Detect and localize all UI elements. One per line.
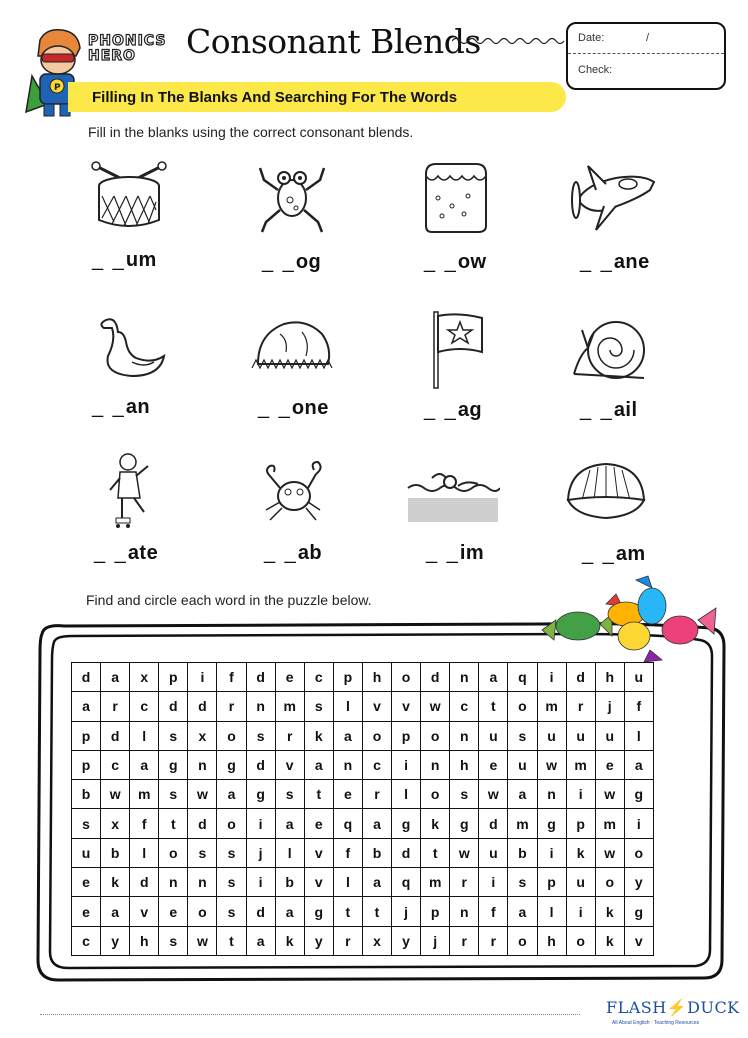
puzzle-cell[interactable]: d (188, 692, 217, 721)
puzzle-cell[interactable]: o (217, 809, 246, 838)
word-ending: im (459, 542, 485, 564)
puzzle-row (72, 868, 654, 897)
puzzle-cell[interactable]: m (566, 750, 595, 779)
puzzle-cell[interactable]: n (537, 780, 566, 809)
puzzle-cell[interactable]: s (217, 897, 246, 926)
puzzle-cell[interactable]: t (421, 838, 450, 867)
puzzle-cell[interactable]: d (246, 750, 275, 779)
word-blank-drum (92, 249, 157, 272)
candy-decoration-icon (540, 574, 726, 664)
blank-underline: _ _ (424, 251, 458, 273)
blank-underline: _ _ (582, 543, 616, 565)
word-blank-flag (424, 399, 482, 422)
puzzle-cell[interactable]: k (275, 926, 304, 955)
puzzle-cell[interactable]: o (508, 926, 537, 955)
puzzle-row (72, 926, 654, 955)
puzzle-cell[interactable]: o (508, 692, 537, 721)
puzzle-cell[interactable]: s (159, 780, 188, 809)
flash-duck-logo (606, 998, 740, 1017)
word-blank-swan (92, 396, 150, 419)
puzzle-cell[interactable]: w (188, 780, 217, 809)
blank-underline: _ _ (262, 251, 296, 273)
puzzle-cell[interactable]: s (246, 721, 275, 750)
brand-line-1: PHONICS (88, 33, 167, 49)
puzzle-cell[interactable]: e (72, 897, 101, 926)
puzzle-cell[interactable]: a (275, 809, 304, 838)
puzzle-cell[interactable]: d (188, 809, 217, 838)
word-ending: um (125, 249, 157, 271)
skater-icon (104, 450, 156, 530)
puzzle-cell[interactable]: a (72, 692, 101, 721)
puzzle-cell[interactable]: e (479, 750, 508, 779)
puzzle-row (72, 897, 654, 926)
puzzle-cell[interactable]: n (421, 750, 450, 779)
puzzle-cell[interactable]: s (217, 868, 246, 897)
puzzle-cell[interactable]: o (362, 721, 391, 750)
puzzle-cell[interactable]: f (130, 809, 159, 838)
puzzle-cell[interactable]: a (333, 721, 362, 750)
puzzle-cell[interactable]: n (333, 750, 362, 779)
puzzle-cell[interactable]: a (508, 780, 537, 809)
crab-icon (258, 454, 328, 524)
puzzle-cell[interactable]: a (217, 780, 246, 809)
word-ending: an (125, 396, 151, 418)
puzzle-cell[interactable]: g (217, 750, 246, 779)
puzzle-cell[interactable]: v (392, 692, 421, 721)
blank-underline: _ _ (92, 249, 126, 271)
puzzle-cell[interactable]: a (624, 750, 653, 779)
puzzle-cell[interactable]: w (188, 926, 217, 955)
puzzle-cell[interactable]: s (304, 692, 333, 721)
word-blank-skate (94, 542, 158, 565)
puzzle-cell[interactable]: v (304, 868, 333, 897)
puzzle-cell[interactable]: g (537, 809, 566, 838)
puzzle-cell[interactable]: w (479, 780, 508, 809)
puzzle-cell[interactable]: p (566, 809, 595, 838)
puzzle-cell[interactable]: a (508, 897, 537, 926)
puzzle-cell[interactable]: d (246, 897, 275, 926)
puzzle-cell[interactable]: n (159, 868, 188, 897)
puzzle-cell[interactable]: u (479, 721, 508, 750)
puzzle-cell[interactable]: u (566, 868, 595, 897)
puzzle-cell[interactable]: h (130, 926, 159, 955)
puzzle-cell[interactable]: a (362, 868, 391, 897)
puzzle-cell[interactable]: e (275, 663, 304, 692)
puzzle-cell[interactable]: e (333, 780, 362, 809)
puzzle-cell[interactable]: k (304, 721, 333, 750)
puzzle-cell[interactable]: v (362, 692, 391, 721)
puzzle-cell[interactable]: r (101, 692, 130, 721)
footer-dotted-line (40, 1014, 580, 1015)
puzzle-cell[interactable]: o (595, 868, 624, 897)
puzzle-cell[interactable]: g (624, 780, 653, 809)
puzzle-cell[interactable]: k (595, 926, 624, 955)
puzzle-cell[interactable]: g (450, 809, 479, 838)
puzzle-cell[interactable]: u (508, 750, 537, 779)
word-blank-frog (262, 251, 321, 274)
puzzle-cell[interactable]: t (362, 897, 391, 926)
puzzle-cell[interactable]: w (595, 838, 624, 867)
puzzle-cell[interactable]: x (188, 721, 217, 750)
puzzle-cell[interactable]: d (566, 663, 595, 692)
frog-icon (256, 160, 328, 236)
puzzle-cell[interactable]: c (130, 692, 159, 721)
puzzle-cell[interactable]: r (479, 926, 508, 955)
puzzle-cell[interactable]: n (450, 663, 479, 692)
puzzle-cell[interactable]: v (304, 838, 333, 867)
puzzle-cell[interactable]: t (479, 692, 508, 721)
puzzle-cell[interactable]: r (333, 926, 362, 955)
puzzle-cell[interactable]: y (392, 926, 421, 955)
puzzle-cell[interactable]: d (130, 868, 159, 897)
puzzle-cell[interactable]: n (188, 750, 217, 779)
puzzle-row (72, 780, 654, 809)
plane-icon (566, 160, 660, 236)
puzzle-cell[interactable]: l (537, 897, 566, 926)
clam-icon (562, 458, 648, 524)
puzzle-cell[interactable]: e (304, 809, 333, 838)
puzzle-row (72, 809, 654, 838)
word-blank-snail (580, 399, 638, 422)
puzzle-cell[interactable]: o (624, 838, 653, 867)
puzzle-cell[interactable]: r (362, 780, 391, 809)
puzzle-cell[interactable]: i (479, 868, 508, 897)
puzzle-cell[interactable]: s (159, 926, 188, 955)
puzzle-cell[interactable]: s (275, 780, 304, 809)
fill-blanks-instruction: Fill in the blanks using the correct consonant blends. (88, 124, 414, 140)
puzzle-cell[interactable]: d (72, 663, 101, 692)
puzzle-row (72, 750, 654, 779)
date-check-box (566, 22, 726, 90)
puzzle-cell[interactable]: d (101, 721, 130, 750)
puzzle-cell[interactable]: g (392, 809, 421, 838)
puzzle-cell[interactable]: l (333, 692, 362, 721)
puzzle-cell[interactable]: c (450, 692, 479, 721)
puzzle-cell[interactable]: j (595, 692, 624, 721)
puzzle-cell[interactable]: t (217, 926, 246, 955)
stone-icon (250, 312, 334, 374)
puzzle-cell[interactable]: y (101, 926, 130, 955)
puzzle-cell[interactable]: o (421, 780, 450, 809)
puzzle-cell[interactable]: e (72, 868, 101, 897)
puzzle-cell[interactable]: p (537, 868, 566, 897)
puzzle-cell[interactable]: h (537, 926, 566, 955)
puzzle-cell[interactable]: o (217, 721, 246, 750)
puzzle-cell[interactable]: u (479, 838, 508, 867)
puzzle-cell[interactable]: h (595, 663, 624, 692)
puzzle-cell[interactable]: d (392, 838, 421, 867)
puzzle-cell[interactable]: n (450, 897, 479, 926)
puzzle-cell[interactable]: u (595, 721, 624, 750)
puzzle-cell[interactable]: s (188, 838, 217, 867)
word-ending: ag (457, 399, 483, 421)
check-label: Check: (578, 64, 613, 76)
puzzle-cell[interactable]: n (450, 721, 479, 750)
puzzle-cell[interactable]: p (333, 663, 362, 692)
puzzle-cell[interactable]: o (392, 663, 421, 692)
puzzle-cell[interactable]: p (421, 897, 450, 926)
puzzle-cell[interactable]: b (275, 868, 304, 897)
puzzle-cell[interactable]: s (508, 721, 537, 750)
puzzle-cell[interactable]: x (362, 926, 391, 955)
puzzle-cell[interactable]: q (392, 868, 421, 897)
puzzle-cell[interactable]: c (304, 663, 333, 692)
snow-block-icon (420, 160, 490, 236)
swimmer-icon (406, 468, 500, 524)
puzzle-cell[interactable]: d (246, 663, 275, 692)
page-title: Consonant Blends (186, 22, 481, 61)
logo-part-1: FLASH (606, 998, 667, 1017)
puzzle-cell[interactable]: i (566, 780, 595, 809)
word-ending: ail (613, 399, 638, 421)
puzzle-cell[interactable]: a (304, 750, 333, 779)
logo-part-2: DUCK (687, 998, 740, 1017)
puzzle-cell[interactable]: g (304, 897, 333, 926)
puzzle-row (72, 838, 654, 867)
puzzle-row (72, 692, 654, 721)
word-blank-snow (424, 251, 487, 274)
logo-tagline: All About English · Teaching Resources (612, 1020, 700, 1026)
word-blank-clam (582, 543, 646, 566)
puzzle-cell[interactable]: s (72, 809, 101, 838)
puzzle-cell[interactable]: x (101, 809, 130, 838)
puzzle-cell[interactable]: i (188, 663, 217, 692)
subtitle: Filling In The Blanks And Searching For The Words (92, 89, 458, 106)
puzzle-cell[interactable]: p (72, 721, 101, 750)
puzzle-cell[interactable]: a (479, 663, 508, 692)
puzzle-cell[interactable]: d (421, 663, 450, 692)
puzzle-cell[interactable]: s (159, 721, 188, 750)
word-ending: ab (297, 542, 323, 564)
puzzle-cell[interactable]: u (72, 838, 101, 867)
puzzle-cell[interactable]: k (101, 868, 130, 897)
puzzle-cell[interactable]: n (188, 868, 217, 897)
puzzle-cell[interactable]: r (566, 692, 595, 721)
puzzle-cell[interactable]: p (159, 663, 188, 692)
puzzle-cell[interactable]: m (421, 868, 450, 897)
snail-icon (570, 314, 652, 384)
puzzle-cell[interactable]: x (130, 663, 159, 692)
puzzle-cell[interactable]: i (246, 868, 275, 897)
puzzle-cell[interactable]: r (450, 926, 479, 955)
puzzle-cell[interactable]: m (275, 692, 304, 721)
puzzle-cell[interactable]: l (130, 721, 159, 750)
puzzle-cell[interactable]: p (392, 721, 421, 750)
puzzle-cell[interactable]: k (566, 838, 595, 867)
puzzle-cell[interactable]: w (595, 780, 624, 809)
puzzle-cell[interactable]: g (624, 897, 653, 926)
puzzle-cell[interactable]: s (217, 838, 246, 867)
puzzle-cell[interactable]: m (130, 780, 159, 809)
puzzle-cell[interactable]: f (624, 692, 653, 721)
puzzle-cell[interactable]: r (217, 692, 246, 721)
blank-underline: _ _ (258, 397, 292, 419)
puzzle-cell[interactable]: a (101, 663, 130, 692)
puzzle-cell[interactable]: c (362, 750, 391, 779)
puzzle-cell[interactable]: l (392, 780, 421, 809)
puzzle-cell[interactable]: l (275, 838, 304, 867)
puzzle-cell[interactable]: t (333, 897, 362, 926)
blank-underline: _ _ (92, 396, 126, 418)
lightning-icon: ⚡ (666, 998, 688, 1017)
svg-text:P: P (54, 83, 61, 93)
puzzle-cell[interactable]: a (101, 897, 130, 926)
puzzle-cell[interactable]: t (304, 780, 333, 809)
puzzle-cell[interactable]: c (72, 926, 101, 955)
puzzle-cell[interactable]: d (159, 692, 188, 721)
puzzle-cell[interactable]: j (421, 926, 450, 955)
puzzle-cell[interactable]: i (392, 750, 421, 779)
puzzle-cell[interactable]: j (246, 838, 275, 867)
puzzle-cell[interactable]: s (450, 780, 479, 809)
word-ending: ane (613, 251, 650, 273)
word-ending: am (615, 543, 646, 565)
puzzle-cell[interactable]: v (130, 897, 159, 926)
puzzle-cell[interactable]: m (508, 809, 537, 838)
puzzle-row (72, 721, 654, 750)
puzzle-cell[interactable]: i (537, 663, 566, 692)
puzzle-cell[interactable]: i (537, 838, 566, 867)
puzzle-cell[interactable]: e (159, 897, 188, 926)
puzzle-cell[interactable]: d (479, 809, 508, 838)
puzzle-cell[interactable]: f (479, 897, 508, 926)
puzzle-cell[interactable]: l (130, 838, 159, 867)
puzzle-cell[interactable]: i (246, 809, 275, 838)
puzzle-cell[interactable]: c (101, 750, 130, 779)
puzzle-cell[interactable]: f (217, 663, 246, 692)
drum-icon (90, 160, 168, 236)
puzzle-cell[interactable]: t (159, 809, 188, 838)
word-blank-swim (426, 542, 484, 565)
puzzle-cell[interactable]: k (595, 897, 624, 926)
puzzle-row (72, 663, 654, 692)
puzzle-cell[interactable]: f (333, 838, 362, 867)
puzzle-cell[interactable]: r (275, 721, 304, 750)
puzzle-cell[interactable]: h (450, 750, 479, 779)
blank-underline: _ _ (94, 542, 128, 564)
blank-underline: _ _ (264, 542, 298, 564)
puzzle-cell[interactable]: w (450, 838, 479, 867)
swan-icon (96, 312, 168, 382)
puzzle-cell[interactable]: l (333, 868, 362, 897)
find-words-instruction: Find and circle each word in the puzzle below. (86, 592, 372, 608)
puzzle-cell[interactable]: u (566, 721, 595, 750)
word-blank-crab (264, 542, 322, 565)
puzzle-cell[interactable]: b (362, 838, 391, 867)
puzzle-cell[interactable]: i (566, 897, 595, 926)
puzzle-cell[interactable]: y (624, 868, 653, 897)
puzzle-cell[interactable]: q (333, 809, 362, 838)
puzzle-cell[interactable]: r (450, 868, 479, 897)
puzzle-cell[interactable]: b (101, 838, 130, 867)
puzzle-cell[interactable]: v (275, 750, 304, 779)
puzzle-cell[interactable]: h (362, 663, 391, 692)
puzzle-cell[interactable]: a (130, 750, 159, 779)
word-ending: ow (457, 251, 487, 273)
phonics-hero-logo (88, 34, 168, 64)
puzzle-cell[interactable]: s (508, 868, 537, 897)
puzzle-cell[interactable]: u (624, 663, 653, 692)
puzzle-cell[interactable]: j (392, 897, 421, 926)
puzzle-cell[interactable]: o (188, 897, 217, 926)
puzzle-cell[interactable]: a (362, 809, 391, 838)
puzzle-cell[interactable]: p (72, 750, 101, 779)
puzzle-cell[interactable]: a (246, 926, 275, 955)
word-ending: og (295, 251, 322, 273)
puzzle-cell[interactable]: g (246, 780, 275, 809)
date-divider (568, 53, 724, 54)
blank-underline: _ _ (426, 542, 460, 564)
date-label: Date: (578, 32, 605, 44)
puzzle-cell[interactable]: q (508, 663, 537, 692)
puzzle-cell[interactable]: o (421, 721, 450, 750)
word-search-grid (71, 662, 654, 956)
puzzle-cell[interactable]: b (508, 838, 537, 867)
word-blank-plane (580, 251, 650, 274)
blank-underline: _ _ (424, 399, 458, 421)
puzzle-cell[interactable]: m (595, 809, 624, 838)
puzzle-cell[interactable]: g (159, 750, 188, 779)
word-ending: ate (127, 542, 159, 564)
puzzle-cell[interactable]: u (537, 721, 566, 750)
puzzle-cell[interactable]: l (624, 721, 653, 750)
puzzle-cell[interactable]: w (421, 692, 450, 721)
date-separator: / (646, 32, 650, 44)
puzzle-cell[interactable]: b (72, 780, 101, 809)
word-ending: one (291, 397, 329, 419)
puzzle-cell[interactable]: m (537, 692, 566, 721)
puzzle-cell[interactable]: w (537, 750, 566, 779)
blank-underline: _ _ (580, 251, 614, 273)
puzzle-cell[interactable]: o (566, 926, 595, 955)
blank-underline: _ _ (580, 399, 614, 421)
puzzle-cell[interactable]: v (624, 926, 653, 955)
flag-icon (430, 310, 486, 390)
wavy-line-decoration (452, 34, 568, 48)
word-blank-stone (258, 397, 329, 420)
puzzle-cell[interactable]: e (595, 750, 624, 779)
puzzle-cell[interactable]: k (421, 809, 450, 838)
brand-line-2: HERO (88, 48, 136, 64)
puzzle-cell[interactable]: a (275, 897, 304, 926)
puzzle-cell[interactable]: o (159, 838, 188, 867)
puzzle-cell[interactable]: n (246, 692, 275, 721)
puzzle-cell[interactable]: y (304, 926, 333, 955)
puzzle-cell[interactable]: i (624, 809, 653, 838)
puzzle-cell[interactable]: w (101, 780, 130, 809)
